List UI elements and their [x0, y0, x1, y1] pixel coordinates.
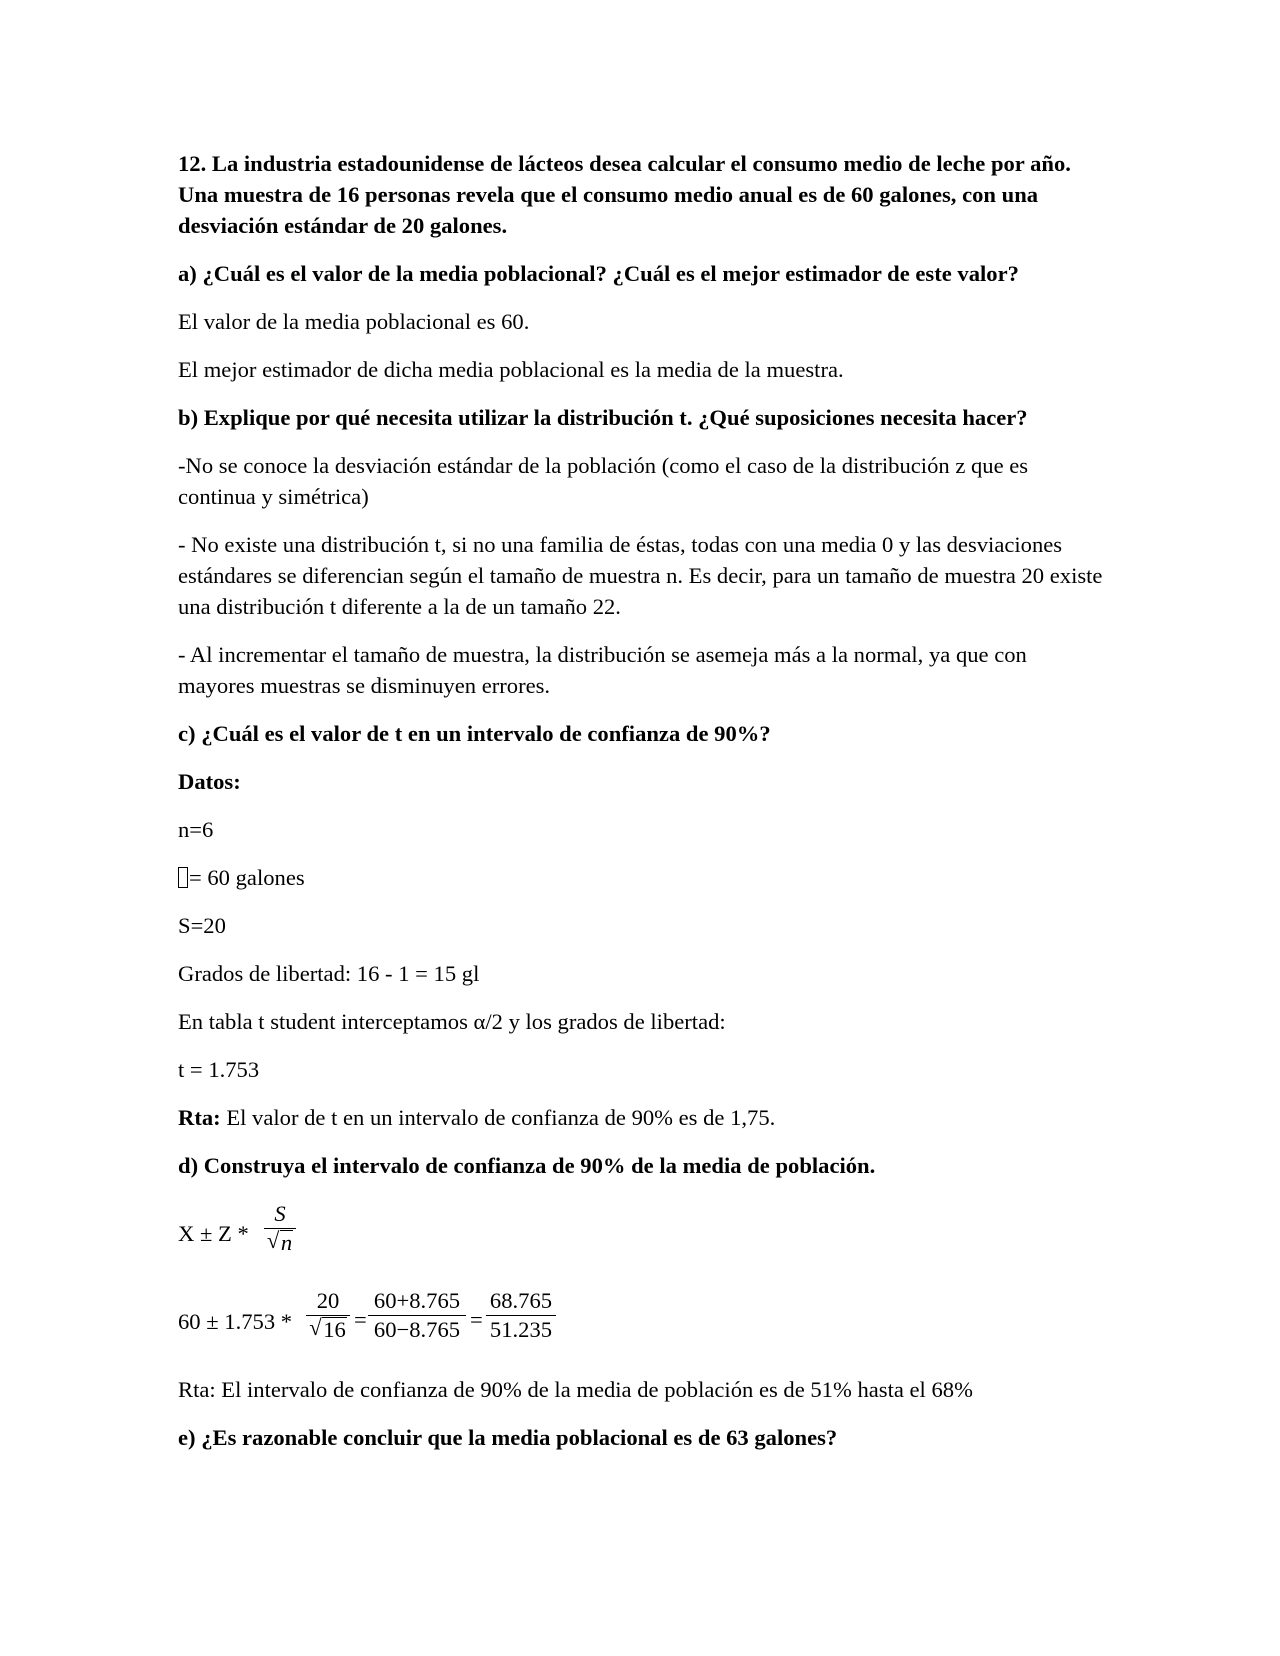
- answer-a-2: El mejor estimador de dicha media poblacional es la media de la muestra.: [178, 357, 844, 382]
- answer-b-3: - Al incrementar el tamaño de muestra, la distribución se asemeja más a la normal, ya que con mayores muestras se disminuyen errores.: [178, 642, 1027, 698]
- question-a: a) ¿Cuál es el valor de la media poblacional? ¿Cuál es el mejor estimador de este valor?: [178, 261, 1019, 286]
- sqrt-symbol: √ 16: [309, 1315, 346, 1342]
- document-page: [178, 148, 1108, 1470]
- equals-sign-1: =: [354, 1307, 367, 1332]
- problem-statement: 12. La industria estadounidense de lácteos desea calcular el consumo medio de leche por año. Una muestra de 16 personas revela que el consumo medio anual es de 60 galones, con una desviación estándar de 20 galones.: [178, 151, 1071, 238]
- fraction-numerator: S: [274, 1201, 286, 1226]
- question-c: c) ¿Cuál es el valor de t en un intervalo de confianza de 90%?: [178, 721, 771, 746]
- question-b: b) Explique por qué necesita utilizar la distribución t. ¿Qué suposiciones necesita hacer?: [178, 405, 1028, 430]
- equals-sign-2: =: [470, 1307, 483, 1332]
- rta-text: El valor de t en un intervalo de confianza de 90% es de 1,75.: [220, 1105, 776, 1130]
- answer-b-2: - No existe una distribución t, si no una familia de éstas, todas con una media 0 y las desviaciones estándares se diferencian según el tamaño de muestra n. Es decir, para un tamaño de muestra 20 existe una distribución t diferente a la de un tamaño 22.: [178, 532, 1103, 619]
- s-line: S=20: [178, 913, 226, 938]
- formula-substituted: [178, 1287, 1108, 1357]
- mean-line: [178, 862, 1108, 893]
- mean-line-text: = 60 galones: [189, 865, 305, 890]
- datos-label: Datos:: [178, 769, 241, 794]
- missing-glyph-box-icon: [178, 867, 188, 888]
- answer-b-1: -No se conoce la desviación estándar de la población (como el caso de la distribución z que es continua y simétrica): [178, 453, 1029, 509]
- formula-substituted-lhs: 60 ± 1.753 *: [178, 1309, 293, 1334]
- answer-a-1: El valor de la media poblacional es 60.: [178, 309, 530, 334]
- answer-c: [178, 1102, 1108, 1133]
- n-line: n=6: [178, 817, 214, 842]
- formula-general: [178, 1198, 1108, 1270]
- fraction-denominator: [264, 1229, 296, 1257]
- rta-label: Rta:: [178, 1105, 221, 1130]
- fraction-interval-bounds: 68.765 51.235: [486, 1287, 556, 1344]
- answer-d: Rta: El intervalo de confianza de 90% de la media de población es de 51% hasta el 68%: [178, 1377, 973, 1402]
- t-line: t = 1.753: [178, 1057, 260, 1082]
- fraction-20-over-sqrt16: 20 √ 16: [306, 1287, 350, 1344]
- question-d: d) Construya el intervalo de confianza de 90% de la media de población.: [178, 1153, 876, 1178]
- question-e: e) ¿Es razonable concluir que la media poblacional es de 63 galones?: [178, 1425, 838, 1450]
- fraction-sum-over-difference: 60+8.765 60−8.765: [368, 1287, 466, 1344]
- fraction-s-over-sqrt-n: [264, 1200, 296, 1257]
- table-line: En tabla t student interceptamos α/2 y los grados de libertad:: [178, 1009, 726, 1034]
- df-line: Grados de libertad: 16 - 1 = 15 gl: [178, 961, 480, 986]
- formula-general-lhs: X ± Z *: [178, 1221, 249, 1246]
- sqrt-symbol: √ n: [266, 1228, 293, 1255]
